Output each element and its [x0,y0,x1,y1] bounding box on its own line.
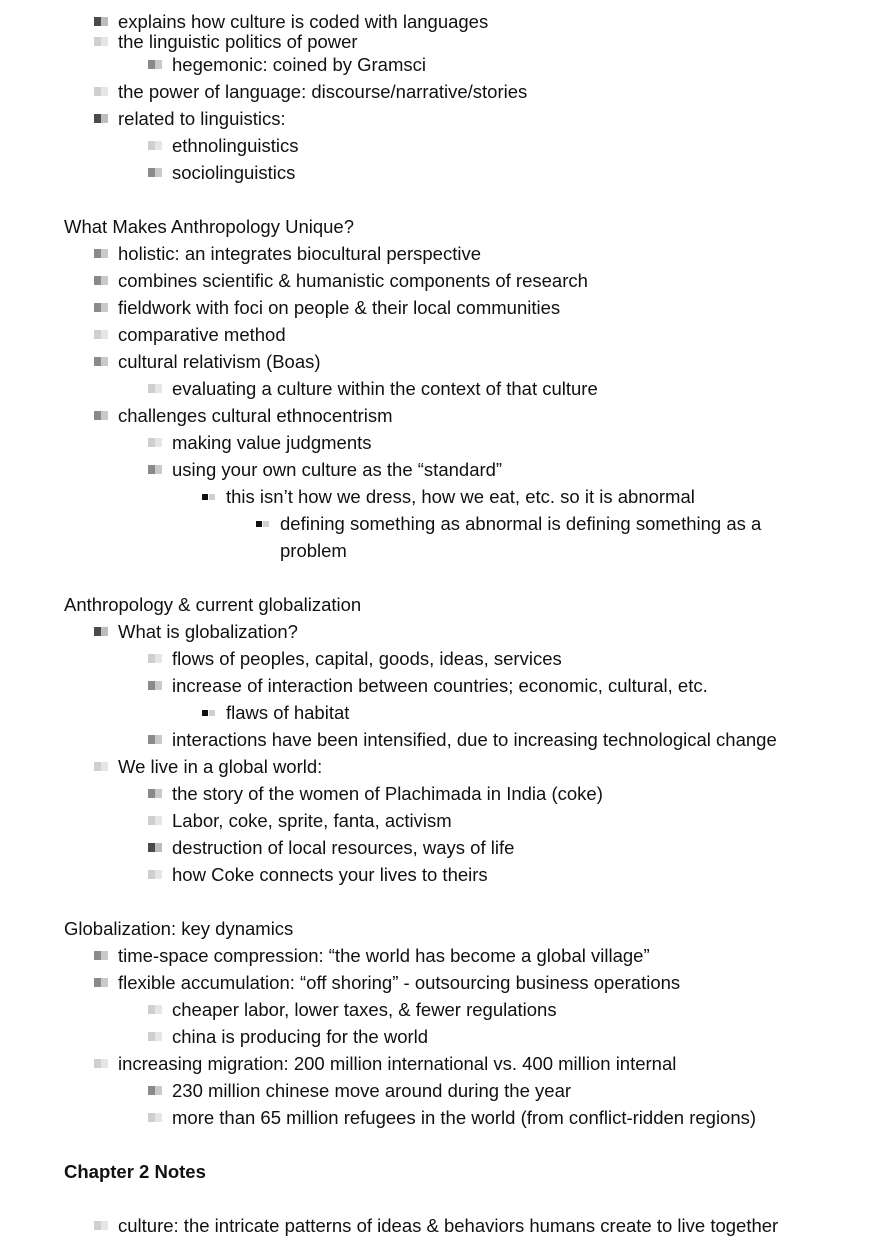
list-item: explains how culture is coded with languages [0,8,880,35]
bullet-icon [148,816,162,825]
list-item: holistic: an integrates biocultural perspective [0,240,880,267]
bullet-icon [94,762,108,771]
list-item: this isn’t how we dress, how we eat, etc. so it is abnormal [0,483,880,510]
bullet-icon [94,17,108,26]
list-item: fieldwork with foci on people & their local communities [0,294,880,321]
bullet-icon [94,303,108,312]
bullet-icon [148,438,162,447]
spacer [0,1185,880,1212]
list-item: increase of interaction between countries; economic, cultural, etc. [0,672,880,699]
bullet-icon [94,411,108,420]
bullet-icon [94,114,108,123]
spacer [0,186,880,213]
bullet-icon [148,654,162,663]
bullet-icon [94,978,108,987]
bullet-icon [148,1086,162,1095]
chapter-heading: Chapter 2 Notes [64,1161,206,1182]
bullet-icon [94,87,108,96]
bullet-icon [94,1221,108,1230]
list-item: interactions have been intensified, due to increasing technological change [0,726,880,753]
list-item: flows of peoples, capital, goods, ideas, services [0,645,880,672]
bullet-icon [148,141,162,150]
bullet-icon [148,870,162,879]
bullet-icon [202,708,216,717]
list-item: ethnolinguistics [0,132,880,159]
spacer [0,1131,880,1158]
bullet-icon [94,37,108,46]
bullet-icon [94,249,108,258]
bullet-icon [148,789,162,798]
list-item: china is producing for the world [0,1023,880,1050]
list-item: combines scientific & humanistic components of research [0,267,880,294]
list-item: evaluating a culture within the context of that culture [0,375,880,402]
list-item: Labor, coke, sprite, fanta, activism [0,807,880,834]
list-item: how Coke connects your lives to theirs [0,861,880,888]
section-heading: Globalization: key dynamics [64,918,294,939]
list-item: What is globalization? [0,618,880,645]
bullet-icon [148,1032,162,1041]
bullet-icon [148,735,162,744]
bullet-icon [94,276,108,285]
list-item: destruction of local resources, ways of life [0,834,880,861]
bullet-icon [148,843,162,852]
spacer [0,888,880,915]
list-item: flaws of habitat [0,699,880,726]
bullet-icon [94,627,108,636]
list-item: time-space compression: “the world has become a global village” [0,942,880,969]
list-item: cultural relativism (Boas) [0,348,880,375]
bullet-icon [148,384,162,393]
bullet-icon [94,1059,108,1068]
list-item: 230 million chinese move around during the year [0,1077,880,1104]
section-heading: Anthropology & current globalization [64,594,362,615]
list-item: related to linguistics: [0,105,880,132]
list-item: increasing migration: 200 million international vs. 400 million internal [0,1050,880,1077]
bullet-icon [148,681,162,690]
notes-document [0,8,880,1239]
list-item: hegemonic: coined by Gramsci [0,51,880,78]
bullet-icon [202,492,216,501]
list-item: flexible accumulation: “off shoring” - outsourcing business operations [0,969,880,996]
list-item: the story of the women of Plachimada in India (coke) [0,780,880,807]
list-item: We live in a global world: [0,753,880,780]
bullet-icon [148,168,162,177]
spacer [0,564,880,591]
list-item: using your own culture as the “standard” [0,456,880,483]
bullet-icon [148,1005,162,1014]
list-item: the linguistic politics of power [0,28,880,55]
bullet-icon [256,519,270,528]
bullet-icon [148,60,162,69]
list-item: defining something as abnormal is defining something as a problem [0,510,800,564]
bullet-icon [148,465,162,474]
list-item: the power of language: discourse/narrative/stories [0,78,880,105]
list-item: more than 65 million refugees in the world (from conflict-ridden regions) [0,1104,880,1131]
list-item: comparative method [0,321,880,348]
bullet-icon [148,1113,162,1122]
list-item: challenges cultural ethnocentrism [0,402,880,429]
list-item: making value judgments [0,429,880,456]
list-item: culture: the intricate patterns of ideas & behaviors humans create to live together [0,1212,880,1239]
list-item: sociolinguistics [0,159,880,186]
section-heading: What Makes Anthropology Unique? [64,216,355,237]
bullet-icon [94,330,108,339]
list-item: cheaper labor, lower taxes, & fewer regulations [0,996,880,1023]
bullet-icon [94,357,108,366]
bullet-icon [94,951,108,960]
